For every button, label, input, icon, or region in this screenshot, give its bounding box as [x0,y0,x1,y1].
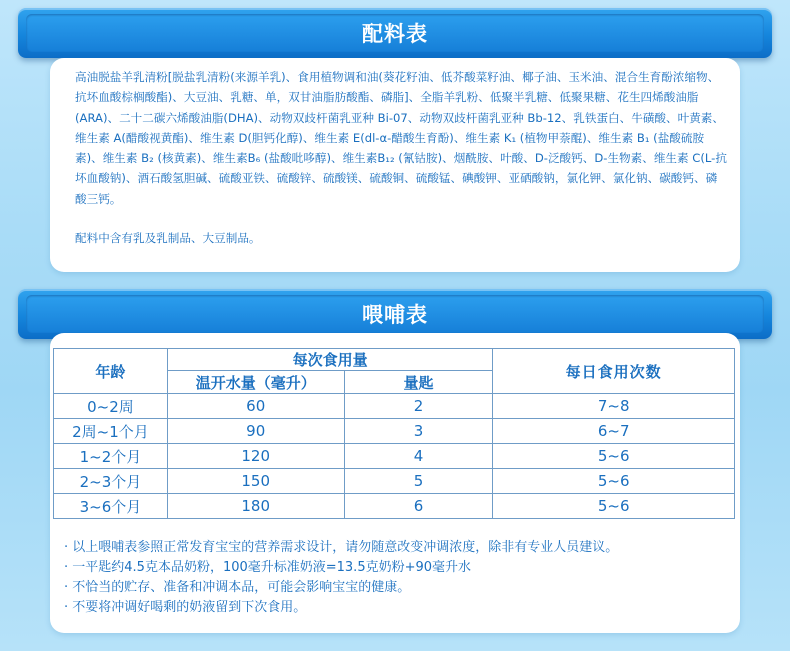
age-cell: 0~2周 [54,394,168,419]
table-row [54,394,735,419]
water-cell: 90 [167,419,344,444]
times-cell: 5~6 [493,494,735,519]
note-item: · 不要将冲调好喝剩的奶液留到下次食用。 [64,600,307,615]
ingredients-title: 配料表 [26,14,764,52]
scoop-cell: 3 [344,419,493,444]
note-item: · 一平匙约4.5克本品奶粉，100毫升标准奶液=13.5克奶粉+90毫升水 [64,560,472,575]
age-cell: 2~3个月 [54,469,168,494]
age-cell: 2周~1个月 [54,419,168,444]
ingredients-text: 高油脱盐羊乳清粉[脱盐乳清粉(来源羊乳)、食用植物调和油(葵花籽油、低芥酸菜籽油、椰子油、玉米油、混合生育酚浓缩物、抗坏血酸棕榈酸酯)、大豆油、乳糖、单，双甘油脂肪酸酯、磷脂]、全脂羊乳粉、低聚半乳糖、低聚果糖、花生四烯酸油脂(ARA)、二十二碳六烯酸油脂(DHA)、动物双歧杆菌乳亚种 Bi-07、动物双歧杆菌乳亚种 Bb-12、乳铁蛋白、牛磺酸、叶黄素、维生素 A(醋酸视黄酯)、维生素 D(胆钙化醇)、维生素 E(dl-α-醋酸生育酚)、维生素 K₁ (植物甲萘醌)、维生素 B₁ (盐酸硫胺素)、维生素 B₂ (核黄素)、维生素B₆ (盐酸吡哆醇)、维生素B₁₂ (氰钴胺)、烟酰胺、叶酸、D-泛酸钙、D-生物素、维生素 C(L-抗坏血酸钠)、酒石酸氢胆碱、硫酸亚铁、硫酸锌、硫酸镁、硫酸铜、硫酸锰、碘酸钾、亚硒酸钠，氯化钾、氯化钠、碳酸钙、磷酸三钙。 [75,70,727,206]
feeding-title: 喂哺表 [26,295,764,333]
table-row [54,444,735,469]
scoop-cell: 4 [344,444,493,469]
table-row [54,469,735,494]
table-row [54,494,735,519]
scoop-cell: 5 [344,469,493,494]
allergen-text: 配料中含有乳及乳制品、大豆制品。 [75,231,261,245]
age-cell: 1~2个月 [54,444,168,469]
note-item: · 不恰当的贮存、准备和冲调本品，可能会影响宝宝的健康。 [64,580,411,595]
times-cell: 5~6 [493,444,735,469]
note-item: · 以上喂哺表参照正常发育宝宝的营养需求设计，请勿随意改变冲调浓度，除非有专业人员建议。 [64,540,619,555]
scoop-cell: 2 [344,394,493,419]
ingredients-banner [18,8,772,58]
feeding-banner [18,289,772,339]
water-cell: 150 [167,469,344,494]
water-cell: 180 [167,494,344,519]
times-cell: 5~6 [493,469,735,494]
times-cell: 6~7 [493,419,735,444]
water-cell: 120 [167,444,344,469]
scoop-header: 量匙 [344,371,493,394]
per-feeding-header: 每次食用量 [167,349,493,371]
times-cell: 7~8 [493,394,735,419]
age-header: 年龄 [54,349,168,394]
water-header: 温开水量（毫升） [167,371,344,394]
water-cell: 60 [167,394,344,419]
feeding-table [53,348,735,519]
table-row [54,419,735,444]
feeding-notes [64,538,618,618]
feeding-card [50,333,740,633]
age-cell: 3~6个月 [54,494,168,519]
ingredients-card [50,58,740,272]
scoop-cell: 6 [344,494,493,519]
daily-times-header: 每日食用次数 [493,349,735,394]
